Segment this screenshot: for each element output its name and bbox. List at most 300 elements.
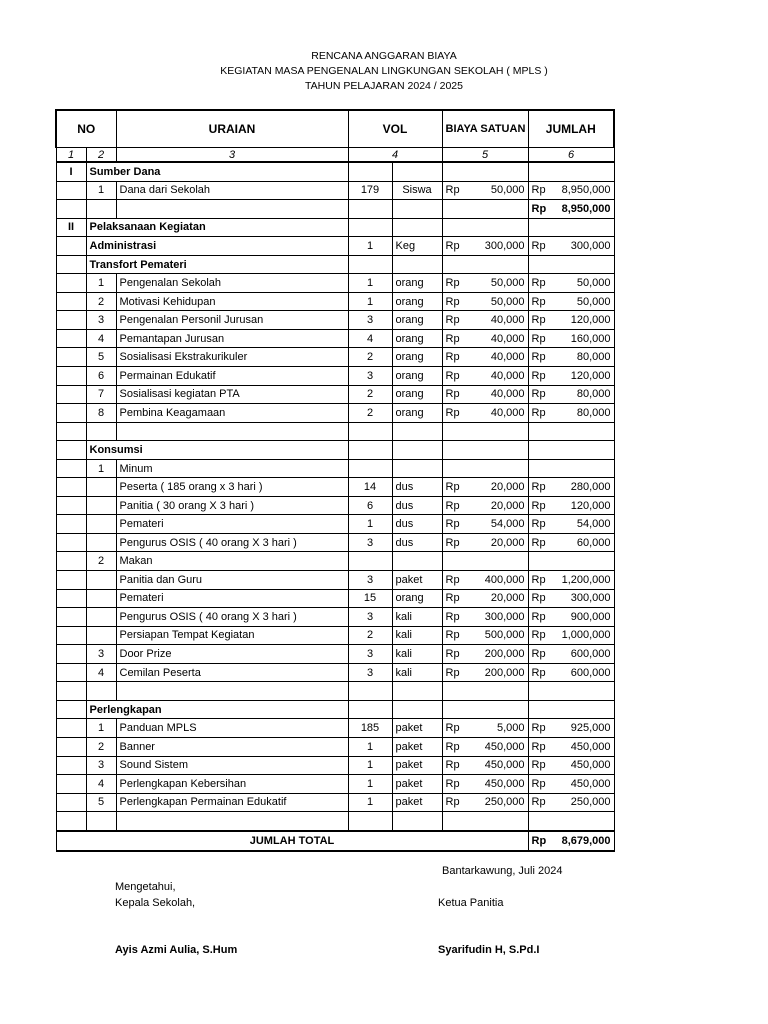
item-label: Peserta ( 185 orang x 3 hari ) bbox=[119, 481, 263, 494]
unit-price bbox=[446, 537, 525, 549]
currency-label: Rp bbox=[531, 592, 546, 605]
item-amount-value: 600,000 bbox=[570, 647, 611, 660]
item-amount-value: 120,000 bbox=[570, 499, 611, 512]
item-amount-value: 925,000 bbox=[570, 722, 611, 735]
table-row bbox=[56, 663, 614, 682]
unit-price-value: 40,000 bbox=[490, 369, 525, 382]
item-amount bbox=[532, 481, 611, 493]
item-number: 1 bbox=[97, 722, 105, 735]
currency-label: Rp bbox=[531, 796, 546, 809]
table-row bbox=[56, 793, 614, 812]
currency-label: Rp bbox=[531, 499, 546, 512]
table-row bbox=[56, 367, 614, 386]
item-amount bbox=[532, 592, 611, 604]
item-unit: paket bbox=[395, 740, 423, 753]
item-label: Cemilan Peserta bbox=[119, 666, 201, 679]
item-amount bbox=[532, 574, 611, 586]
currency-label: Rp bbox=[445, 629, 460, 642]
item-amount-value: 50,000 bbox=[576, 295, 611, 308]
unit-price-value: 400,000 bbox=[484, 573, 525, 586]
item-label: Permainan Edukatif bbox=[119, 369, 216, 382]
section-row bbox=[56, 162, 614, 181]
unit-price bbox=[446, 796, 525, 808]
item-amount-value: 900,000 bbox=[570, 610, 611, 623]
item-unit: Siswa bbox=[402, 184, 432, 197]
item-amount-value: 80,000 bbox=[576, 406, 611, 419]
currency-label: Rp bbox=[531, 239, 546, 252]
item-unit: orang bbox=[395, 351, 424, 364]
item-amount bbox=[532, 741, 611, 753]
total-label: JUMLAH TOTAL bbox=[56, 831, 528, 851]
table-row bbox=[56, 385, 614, 404]
item-unit: dus bbox=[395, 499, 414, 512]
currency-label: Rp bbox=[531, 610, 546, 623]
currency-label: Rp bbox=[531, 481, 546, 494]
table-row bbox=[56, 348, 614, 367]
item-volume: 1 bbox=[366, 277, 374, 290]
item-label: Pengenalan Personil Jurusan bbox=[119, 314, 264, 327]
currency-label: Rp bbox=[531, 777, 546, 790]
unit-price bbox=[446, 407, 525, 419]
table-row bbox=[56, 533, 614, 552]
unit-price-value: 54,000 bbox=[490, 518, 525, 531]
currency-label: Rp bbox=[531, 518, 546, 531]
doc-title: RENCANA ANGGARAN BIAYA bbox=[311, 50, 457, 62]
table-row bbox=[56, 608, 614, 627]
currency-label: Rp bbox=[445, 573, 460, 586]
unit-price-value: 5,000 bbox=[496, 722, 525, 735]
item-amount-value: 450,000 bbox=[570, 759, 611, 772]
item-unit: orang bbox=[395, 388, 424, 401]
currency-label: Rp bbox=[445, 592, 460, 605]
item-amount-value: 450,000 bbox=[570, 740, 611, 753]
item-label: Persiapan Tempat Kegiatan bbox=[119, 629, 255, 642]
col-number: 2 bbox=[86, 148, 116, 163]
table-row bbox=[56, 756, 614, 775]
currency-label: Rp bbox=[445, 295, 460, 308]
item-number: 4 bbox=[97, 332, 105, 345]
currency-label: Rp bbox=[531, 202, 547, 215]
unit-price bbox=[446, 574, 525, 586]
table-row bbox=[56, 589, 614, 608]
item-label: Pemateri bbox=[119, 518, 164, 531]
item-amount bbox=[532, 648, 611, 660]
unit-price-value: 300,000 bbox=[484, 239, 525, 252]
item-unit: orang bbox=[395, 406, 424, 419]
item-label: Sosialisasi Ekstrakurikuler bbox=[119, 351, 248, 364]
item-label: Pengenalan Sekolah bbox=[119, 277, 222, 290]
currency-label: Rp bbox=[445, 277, 460, 290]
table-row bbox=[56, 478, 614, 497]
unit-price-value: 200,000 bbox=[484, 647, 525, 660]
header-jumlah: JUMLAH bbox=[528, 110, 614, 148]
item-amount-value: 1,000,000 bbox=[561, 629, 611, 642]
item-number: 1 bbox=[97, 277, 105, 290]
section-label: Sumber Dana bbox=[89, 165, 161, 178]
currency-label: Rp bbox=[445, 332, 460, 345]
unit-price bbox=[446, 184, 525, 196]
table-row bbox=[56, 292, 614, 311]
currency-label: Rp bbox=[531, 332, 546, 345]
item-amount bbox=[532, 611, 611, 623]
unit-price bbox=[446, 629, 525, 641]
item-amount-value: 50,000 bbox=[576, 277, 611, 290]
item-amount-value: 60,000 bbox=[576, 536, 611, 549]
item-volume: 185 bbox=[360, 722, 380, 735]
unit-price bbox=[446, 481, 525, 493]
currency-label: Rp bbox=[445, 518, 460, 531]
currency-label: Rp bbox=[531, 759, 546, 772]
item-number: 4 bbox=[97, 666, 105, 679]
unit-price bbox=[446, 314, 525, 326]
unit-price bbox=[446, 759, 525, 771]
currency-label: Rp bbox=[445, 314, 460, 327]
currency-label: Rp bbox=[531, 184, 546, 197]
currency-label: Rp bbox=[445, 796, 460, 809]
item-unit: dus bbox=[395, 536, 414, 549]
item-number: 2 bbox=[97, 295, 105, 308]
currency-label: Rp bbox=[445, 406, 460, 419]
blank-row bbox=[56, 812, 614, 831]
chair-role: Ketua Panitia bbox=[438, 897, 504, 909]
item-amount-value: 280,000 bbox=[570, 481, 611, 494]
item-amount bbox=[532, 333, 611, 345]
currency-label: Rp bbox=[531, 573, 546, 586]
item-unit: dus bbox=[395, 518, 414, 531]
item-number: 1 bbox=[97, 184, 105, 197]
currency-label: Rp bbox=[531, 647, 546, 660]
item-number: 3 bbox=[97, 759, 105, 772]
blank-row bbox=[56, 682, 614, 701]
currency-label: Rp bbox=[531, 388, 546, 401]
unit-price-value: 300,000 bbox=[484, 610, 525, 623]
item-label: Dana dari Sekolah bbox=[119, 184, 211, 197]
unit-price bbox=[446, 611, 525, 623]
unit-price bbox=[446, 296, 525, 308]
item-volume: 3 bbox=[366, 536, 374, 549]
currency-label: Rp bbox=[445, 481, 460, 494]
item-unit: orang bbox=[395, 369, 424, 382]
currency-label: Rp bbox=[445, 536, 460, 549]
unit-price bbox=[446, 778, 525, 790]
currency-label: Rp bbox=[531, 629, 546, 642]
currency-label: Rp bbox=[531, 277, 546, 290]
item-amount bbox=[532, 388, 611, 400]
item-unit: paket bbox=[395, 796, 423, 809]
item-amount bbox=[532, 537, 611, 549]
item-amount-value: 250,000 bbox=[570, 796, 611, 809]
table-row bbox=[56, 515, 614, 534]
section-label: Pelaksanaan Kegiatan bbox=[89, 221, 206, 234]
currency-label: Rp bbox=[445, 388, 460, 401]
item-volume: 1 bbox=[366, 759, 374, 772]
unit-price bbox=[446, 648, 525, 660]
item-amount bbox=[532, 407, 611, 419]
currency-label: Rp bbox=[531, 314, 546, 327]
unit-price-value: 40,000 bbox=[490, 406, 525, 419]
item-label: Door Prize bbox=[119, 647, 172, 660]
item-label: Panduan MPLS bbox=[119, 722, 197, 735]
currency-label: Rp bbox=[531, 295, 546, 308]
item-amount-value: 1,200,000 bbox=[561, 573, 611, 586]
unit-price-value: 500,000 bbox=[484, 629, 525, 642]
currency-label: Rp bbox=[445, 499, 460, 512]
item-amount bbox=[532, 629, 611, 641]
item-volume: 3 bbox=[366, 369, 374, 382]
item-volume: 4 bbox=[366, 332, 374, 345]
currency-label: Rp bbox=[445, 666, 460, 679]
item-unit: orang bbox=[395, 332, 424, 345]
unit-price-value: 20,000 bbox=[490, 536, 525, 549]
item-volume: 1 bbox=[366, 777, 374, 790]
unit-price-value: 20,000 bbox=[490, 499, 525, 512]
place-date: Bantarkawung, Juli 2024 bbox=[442, 865, 563, 877]
item-number: 5 bbox=[97, 351, 105, 364]
item-volume: 2 bbox=[366, 406, 374, 419]
table-row bbox=[56, 737, 614, 756]
item-amount bbox=[532, 722, 611, 734]
item-unit: kali bbox=[395, 647, 413, 660]
blank-row bbox=[56, 422, 614, 441]
item-amount-value: 600,000 bbox=[570, 666, 611, 679]
item-unit: kali bbox=[395, 666, 413, 679]
currency-label: Rp bbox=[445, 647, 460, 660]
item-label: Perlengkapan Kebersihan bbox=[119, 777, 247, 790]
item-volume: 2 bbox=[366, 388, 374, 401]
currency-label: Rp bbox=[445, 740, 460, 753]
doc-year: TAHUN PELAJARAN 2024 / 2025 bbox=[305, 80, 463, 92]
unit-price bbox=[446, 722, 525, 734]
table-row bbox=[56, 274, 614, 293]
item-label: Pembina Keagamaan bbox=[119, 406, 226, 419]
item-volume: 3 bbox=[366, 610, 374, 623]
currency-label: Rp bbox=[531, 722, 546, 735]
item-volume: 3 bbox=[366, 314, 374, 327]
unit-price-value: 40,000 bbox=[490, 351, 525, 364]
item-volume: 3 bbox=[366, 666, 374, 679]
currency-label: Rp bbox=[445, 722, 460, 735]
header-no: NO bbox=[56, 110, 116, 148]
item-number: 5 bbox=[97, 796, 105, 809]
item-amount-value: 54,000 bbox=[576, 518, 611, 531]
item-number: 8 bbox=[97, 406, 105, 419]
item-label: Pemateri bbox=[119, 592, 164, 605]
currency-label: Rp bbox=[531, 369, 546, 382]
item-unit: Keg bbox=[395, 239, 416, 252]
item-label: Panitia ( 30 orang X 3 hari ) bbox=[119, 499, 255, 512]
item-amount-value: 300,000 bbox=[570, 592, 611, 605]
item-unit: orang bbox=[395, 592, 424, 605]
item-volume: 2 bbox=[366, 351, 374, 364]
item-amount bbox=[532, 351, 611, 363]
item-amount bbox=[532, 778, 611, 790]
subtotal-row bbox=[56, 200, 614, 219]
col-number: 4 bbox=[348, 148, 442, 163]
item-unit: orang bbox=[395, 314, 424, 327]
section-row bbox=[56, 218, 614, 237]
unit-price-value: 40,000 bbox=[490, 314, 525, 327]
table-row bbox=[56, 496, 614, 515]
item-number: 2 bbox=[97, 555, 105, 568]
item-amount bbox=[532, 184, 611, 196]
table-row bbox=[56, 237, 614, 256]
unit-price-value: 200,000 bbox=[484, 666, 525, 679]
currency-label: Rp bbox=[445, 759, 460, 772]
item-volume: 2 bbox=[366, 629, 374, 642]
group-label: Makan bbox=[119, 555, 153, 568]
col-number: 6 bbox=[528, 148, 614, 163]
item-number: 3 bbox=[97, 314, 105, 327]
item-number: 3 bbox=[97, 647, 105, 660]
principal-name: Ayis Azmi Aulia, S.Hum bbox=[115, 944, 238, 956]
col-number: 3 bbox=[116, 148, 348, 163]
item-amount bbox=[532, 796, 611, 808]
group-row bbox=[56, 459, 614, 478]
item-number: 7 bbox=[97, 388, 105, 401]
unit-price bbox=[446, 240, 525, 252]
item-amount-value: 120,000 bbox=[570, 369, 611, 382]
unit-price-value: 40,000 bbox=[490, 332, 525, 345]
category-row bbox=[56, 441, 614, 460]
header-row bbox=[56, 110, 614, 148]
table-row bbox=[56, 404, 614, 423]
item-unit: paket bbox=[395, 573, 423, 586]
total-amount: Rp 8,679,000 bbox=[528, 831, 614, 851]
column-number-row bbox=[56, 148, 614, 163]
principal-role: Kepala Sekolah, bbox=[115, 897, 196, 909]
section-number: I bbox=[69, 165, 73, 178]
item-unit: paket bbox=[395, 759, 423, 772]
unit-price bbox=[446, 592, 525, 604]
unit-price-value: 40,000 bbox=[490, 388, 525, 401]
item-amount bbox=[532, 518, 611, 530]
col-number: 1 bbox=[56, 148, 86, 163]
currency-label: Rp bbox=[445, 184, 460, 197]
item-amount bbox=[532, 759, 611, 771]
section-number: II bbox=[67, 221, 75, 234]
total-row bbox=[56, 831, 614, 851]
item-label: Pengurus OSIS ( 40 orang X 3 hari ) bbox=[119, 536, 297, 549]
item-label: Motivasi Kehidupan bbox=[119, 295, 216, 308]
currency-label: Rp bbox=[445, 239, 460, 252]
category-label: Konsumsi bbox=[89, 443, 143, 456]
subtotal-amount bbox=[532, 203, 611, 215]
table-row bbox=[56, 719, 614, 738]
item-amount bbox=[532, 314, 611, 326]
unit-price-value: 50,000 bbox=[490, 277, 525, 290]
unit-price-value: 250,000 bbox=[484, 796, 525, 809]
item-amount-value: 300,000 bbox=[570, 239, 611, 252]
item-amount-value: 450,000 bbox=[570, 777, 611, 790]
currency-label: Rp bbox=[531, 406, 546, 419]
currency-label: Rp bbox=[531, 351, 546, 364]
item-unit: paket bbox=[395, 722, 423, 735]
header-biaya-satuan: BIAYA SATUAN bbox=[442, 110, 528, 148]
unit-price-value: 50,000 bbox=[490, 184, 525, 197]
item-amount-value: 160,000 bbox=[570, 332, 611, 345]
category-row bbox=[56, 255, 614, 274]
unit-price bbox=[446, 518, 525, 530]
category-row bbox=[56, 700, 614, 719]
budget-table bbox=[55, 109, 615, 852]
item-unit: paket bbox=[395, 777, 423, 790]
item-number: 6 bbox=[97, 369, 105, 382]
item-amount bbox=[532, 296, 611, 308]
item-number: 1 bbox=[97, 462, 105, 475]
item-unit: orang bbox=[395, 295, 424, 308]
item-volume: 3 bbox=[366, 647, 374, 660]
header-uraian: URAIAN bbox=[116, 110, 348, 148]
currency-label: Rp bbox=[445, 777, 460, 790]
item-amount-value: 120,000 bbox=[570, 314, 611, 327]
subtotal-amount-value: 8,950,000 bbox=[561, 202, 611, 215]
item-label: Administrasi bbox=[89, 239, 157, 252]
unit-price-value: 20,000 bbox=[490, 481, 525, 494]
item-amount bbox=[532, 500, 611, 512]
item-amount bbox=[532, 277, 611, 289]
table-row bbox=[56, 775, 614, 794]
item-volume: 1 bbox=[366, 518, 374, 531]
unit-price bbox=[446, 500, 525, 512]
item-volume: 1 bbox=[366, 239, 374, 252]
chair-name: Syarifudin H, S.Pd.I bbox=[438, 944, 540, 956]
currency-label: Rp bbox=[531, 666, 546, 679]
item-label: Pemantapan Jurusan bbox=[119, 332, 225, 345]
unit-price bbox=[446, 388, 525, 400]
table-row bbox=[56, 571, 614, 590]
table-row bbox=[56, 311, 614, 330]
group-row bbox=[56, 552, 614, 571]
item-unit: kali bbox=[395, 629, 413, 642]
currency-label: Rp bbox=[445, 369, 460, 382]
item-volume: 179 bbox=[360, 184, 380, 197]
currency-label: Rp bbox=[531, 536, 546, 549]
item-unit: kali bbox=[395, 610, 413, 623]
unit-price-value: 450,000 bbox=[484, 777, 525, 790]
item-label: Sound Sistem bbox=[119, 759, 188, 772]
currency-label: Rp bbox=[445, 351, 460, 364]
currency-label: Rp bbox=[531, 740, 546, 753]
unit-price bbox=[446, 741, 525, 753]
item-label: Perlengkapan Permainan Edukatif bbox=[119, 796, 287, 809]
unit-price bbox=[446, 667, 525, 679]
item-number: 2 bbox=[97, 740, 105, 753]
item-volume: 15 bbox=[363, 592, 377, 605]
unit-price bbox=[446, 277, 525, 289]
table-row bbox=[56, 181, 614, 200]
group-label: Minum bbox=[119, 462, 153, 475]
unit-price-value: 450,000 bbox=[484, 740, 525, 753]
unit-price bbox=[446, 333, 525, 345]
item-volume: 1 bbox=[366, 796, 374, 809]
col-number: 5 bbox=[442, 148, 528, 163]
unit-price-value: 50,000 bbox=[490, 295, 525, 308]
item-label: Panitia dan Guru bbox=[119, 573, 203, 586]
item-number: 4 bbox=[97, 777, 105, 790]
table-row bbox=[56, 645, 614, 664]
item-amount bbox=[532, 370, 611, 382]
item-amount-value: 80,000 bbox=[576, 388, 611, 401]
table-row bbox=[56, 626, 614, 645]
header-vol: VOL bbox=[348, 110, 442, 148]
category-label: Perlengkapan bbox=[89, 703, 162, 716]
item-unit: orang bbox=[395, 277, 424, 290]
item-amount-value: 8,950,000 bbox=[561, 184, 611, 197]
item-volume: 6 bbox=[366, 499, 374, 512]
item-volume: 14 bbox=[363, 481, 377, 494]
item-unit: dus bbox=[395, 481, 414, 494]
unit-price bbox=[446, 370, 525, 382]
